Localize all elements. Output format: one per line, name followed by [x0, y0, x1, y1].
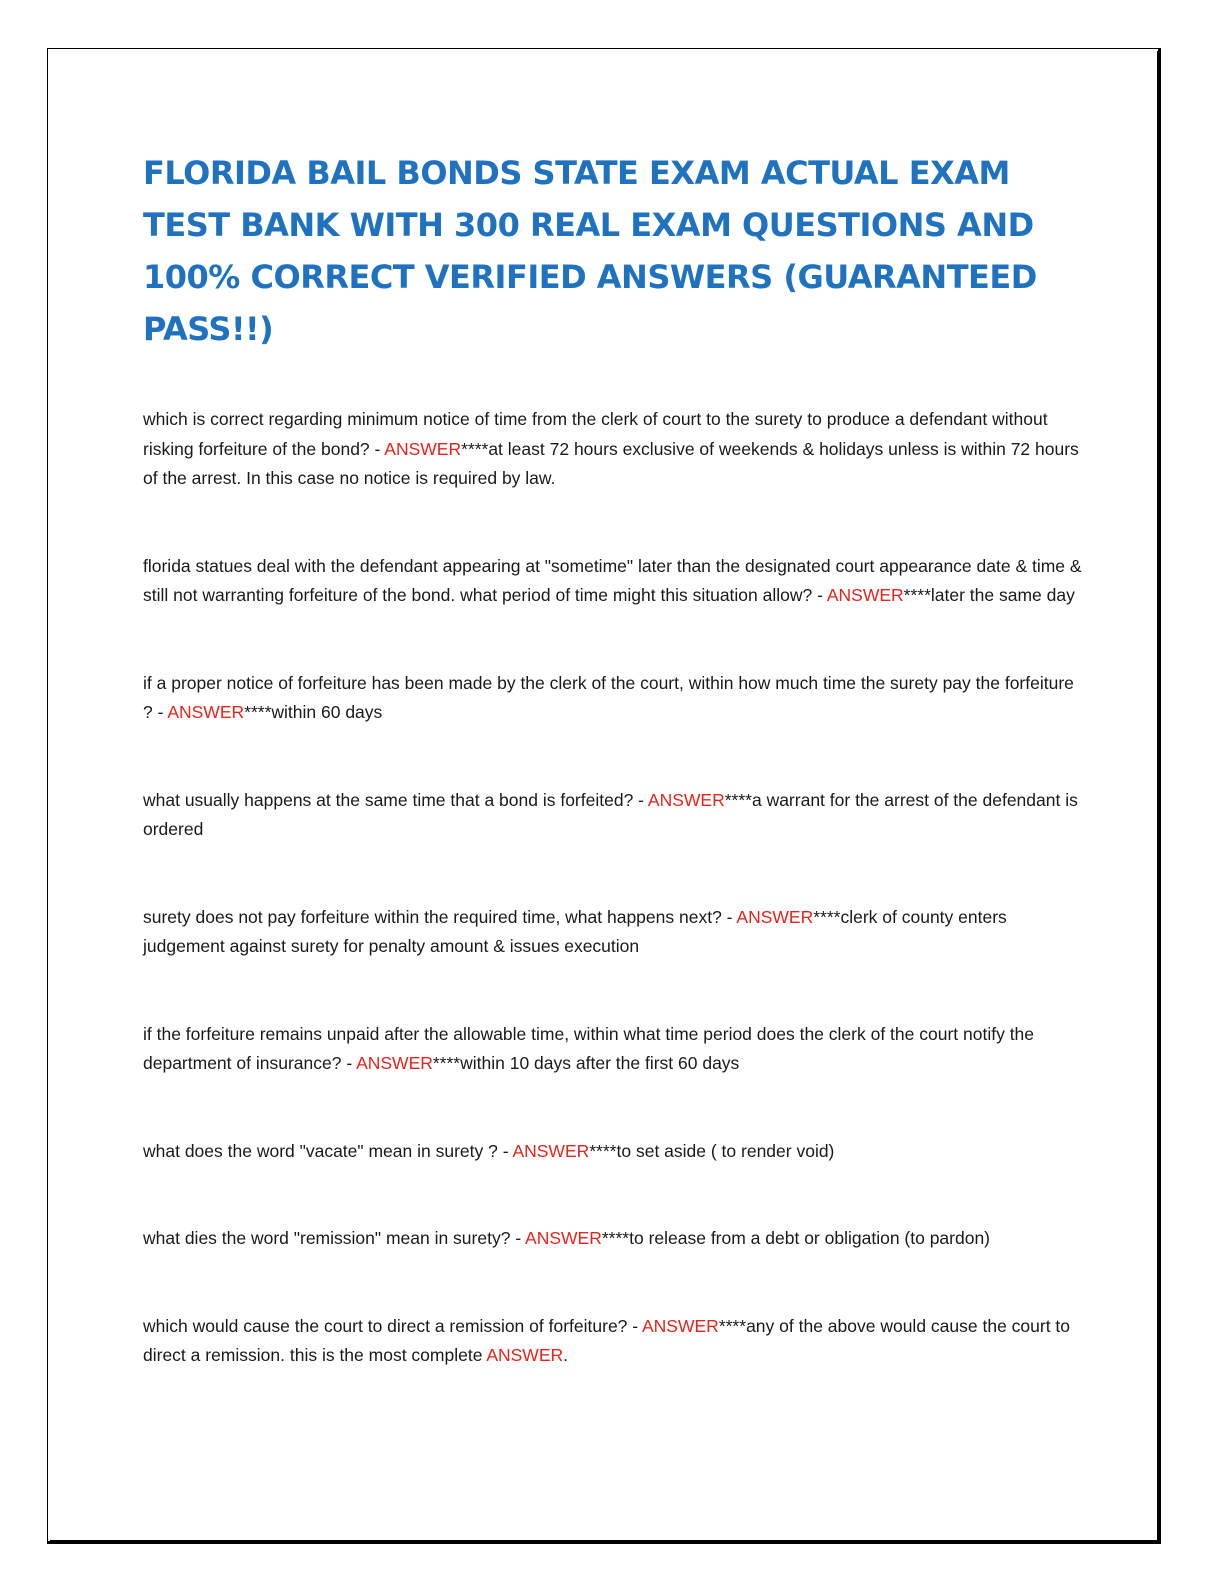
qa-item	[143, 786, 1083, 845]
document-title: FLORIDA BAIL BONDS STATE EXAM ACTUAL EXAM TEST BANK WITH 300 REAL EXAM QUESTIONS AND 100% CORRECT VERIFIED ANSWERS (GUARANTEED PASS!!)	[143, 154, 1037, 348]
qa-item	[143, 1020, 1083, 1079]
separator: -	[510, 1228, 526, 1248]
separator: -	[497, 1140, 513, 1161]
answer-stars: ****	[724, 789, 752, 810]
answer-text: within 10 days after the first 60 days	[460, 1053, 740, 1073]
qa-item	[143, 552, 1083, 611]
question-text: what usually happens at the same time that a bond is forfeited?	[143, 789, 634, 810]
answer-label: ANSWER	[826, 585, 904, 605]
qa-item	[143, 1137, 1083, 1167]
answer-stars: ****	[813, 906, 841, 927]
answer-text: within 60 days	[271, 702, 383, 722]
question-text: what does the word "vacate" mean in surety ?	[143, 1140, 498, 1161]
separator: -	[812, 585, 827, 605]
qa-item	[143, 1312, 1083, 1371]
answer-stars: ****	[589, 1140, 617, 1161]
qa-item	[143, 1224, 1083, 1254]
answer-label: ANSWER	[647, 789, 725, 810]
answer-label: ANSWER	[512, 1140, 590, 1161]
separator: -	[152, 702, 168, 722]
document-body	[143, 147, 1083, 1371]
question-text: florida statues deal with the defendant appearing at "sometime" later than the designated court appearance date & time & still not warranting forfeiture of the bond. what period of time might this situation allow?	[143, 555, 1082, 605]
answer-label: ANSWER	[642, 1315, 719, 1336]
answer-text: any of the above would cause the court to direct a remission. this is the most complete	[143, 1315, 1071, 1365]
answer-label: ANSWER	[356, 1053, 433, 1073]
question-text: which is correct regarding minimum notice of time from the clerk of court to the surety to produce a defendant without risking forfeiture of the bond?	[143, 409, 1048, 459]
qa-item	[143, 903, 1083, 962]
separator: -	[341, 1053, 357, 1073]
answer-text: to release from a debt or obligation (to pardon)	[629, 1228, 991, 1248]
answer-stars: ****	[432, 1053, 461, 1073]
question-text: what dies the word "remission" mean in surety?	[143, 1228, 511, 1248]
question-text: surety does not pay forfeiture within the required time, what happens next?	[143, 906, 722, 927]
answer-label: ANSWER	[167, 702, 245, 722]
qa-list	[143, 405, 1083, 1371]
answer-text: later the same day	[930, 585, 1075, 605]
separator: -	[627, 1315, 642, 1336]
answer-text: a warrant for the arrest of the defendant is ordered	[143, 789, 1078, 839]
answer-stars: ****	[461, 438, 489, 459]
answer-text: at least 72 hours exclusive of weekends & holidays unless is within 72 hours of the arrest. In this case no notice is required by law.	[143, 438, 1079, 488]
answer-stars: ****	[601, 1228, 630, 1248]
qa-item	[143, 405, 1083, 494]
answer-stars: ****	[903, 585, 931, 605]
answer-text: to set aside ( to render void)	[616, 1140, 835, 1161]
separator: -	[721, 906, 737, 927]
answer-label: ANSWER	[525, 1228, 602, 1248]
question-text: which would cause the court to direct a remission of forfeiture?	[143, 1315, 628, 1336]
separator: -	[633, 789, 648, 810]
answer-stars: ****	[244, 702, 272, 722]
trailing-answer-label: ANSWER	[486, 1345, 564, 1365]
question-text: if a proper notice of forfeiture has been made by the clerk of the court, within how much time the surety pay the forfeiture ?	[143, 672, 1074, 722]
answer-label: ANSWER	[736, 906, 814, 927]
answer-text: clerk of county enters judgement against surety for penalty amount & issues execution	[143, 906, 1007, 956]
separator: -	[369, 438, 385, 459]
answer-stars: ****	[718, 1315, 747, 1336]
trailing-period: .	[563, 1345, 569, 1365]
qa-item	[143, 669, 1083, 728]
question-text: if the forfeiture remains unpaid after the allowable time, within what time period does the clerk of the court notify the department of insurance?	[143, 1023, 1035, 1073]
answer-label: ANSWER	[384, 438, 462, 459]
